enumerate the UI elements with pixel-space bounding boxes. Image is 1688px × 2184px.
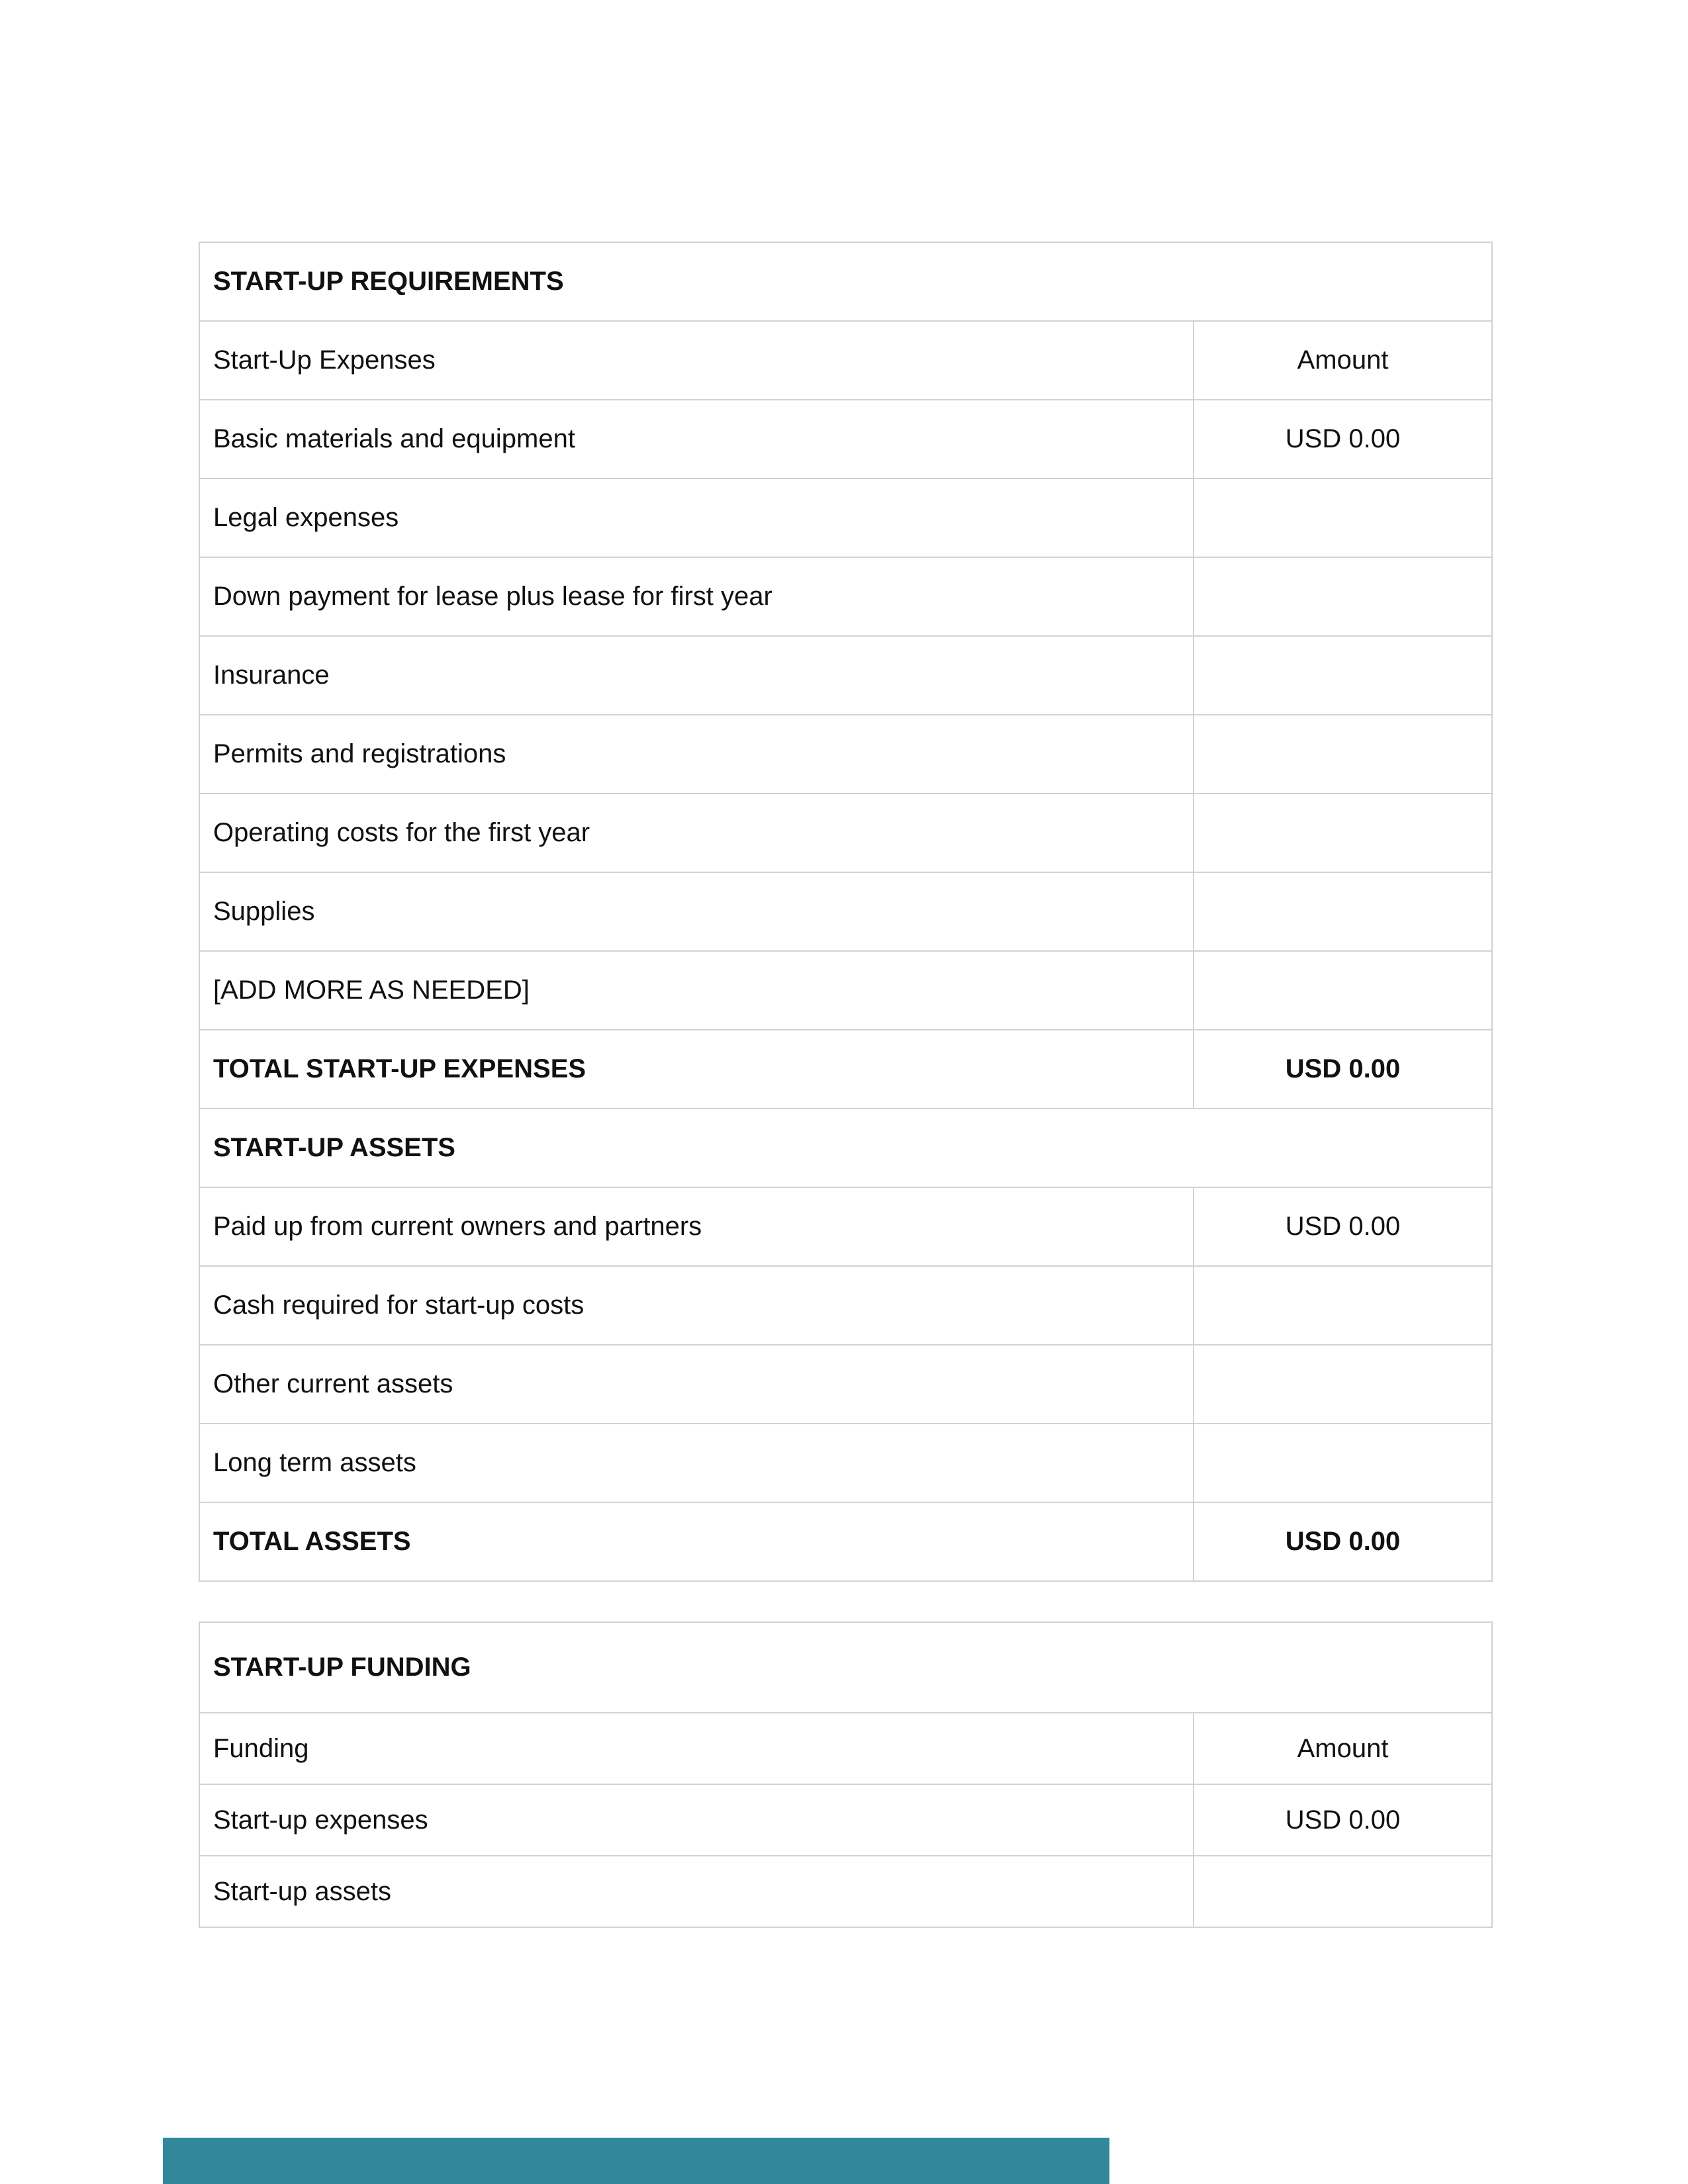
- expenses-header-amount: Amount: [1194, 321, 1492, 400]
- table-row: [199, 1345, 1492, 1424]
- total-assets-label: TOTAL ASSETS: [199, 1502, 1194, 1581]
- table-row: [199, 1784, 1492, 1856]
- asset-amount: [1194, 1266, 1492, 1345]
- expenses-header-label: Start-Up Expenses: [199, 321, 1194, 400]
- table-row: [199, 794, 1492, 872]
- assets-title-row: [199, 1109, 1492, 1187]
- expense-label: Supplies: [199, 872, 1194, 951]
- table-row: [199, 1266, 1492, 1345]
- expense-amount: [1194, 951, 1492, 1030]
- startup-funding-table: [199, 1621, 1493, 1928]
- requirements-title: START-UP REQUIREMENTS: [199, 242, 1492, 321]
- footer-accent-bar: [163, 2138, 1109, 2184]
- table-row: [199, 1424, 1492, 1502]
- total-assets-row: [199, 1502, 1492, 1581]
- table-row: [199, 1856, 1492, 1927]
- expense-amount: [1194, 557, 1492, 636]
- funding-header-label: Funding: [199, 1713, 1194, 1784]
- asset-amount: [1194, 1345, 1492, 1424]
- total-expenses-amount: USD 0.00: [1194, 1030, 1492, 1109]
- table-title-row: [199, 1622, 1492, 1713]
- expense-label: Down payment for lease plus lease for first year: [199, 557, 1194, 636]
- asset-amount: USD 0.00: [1194, 1187, 1492, 1266]
- funding-amount: USD 0.00: [1194, 1784, 1492, 1856]
- table-title-row: [199, 242, 1492, 321]
- table-row: [199, 400, 1492, 478]
- expense-label: [ADD MORE AS NEEDED]: [199, 951, 1194, 1030]
- funding-label: Start-up expenses: [199, 1784, 1194, 1856]
- total-expenses-label: TOTAL START-UP EXPENSES: [199, 1030, 1194, 1109]
- table-row: [199, 715, 1492, 794]
- expense-label: Insurance: [199, 636, 1194, 715]
- expense-label: Permits and registrations: [199, 715, 1194, 794]
- table-row: [199, 478, 1492, 557]
- table-row: [199, 872, 1492, 951]
- asset-amount: [1194, 1424, 1492, 1502]
- expense-amount: [1194, 794, 1492, 872]
- expense-amount: [1194, 478, 1492, 557]
- table-row: [199, 951, 1492, 1030]
- expense-label: Basic materials and equipment: [199, 400, 1194, 478]
- expense-label: Legal expenses: [199, 478, 1194, 557]
- funding-amount: [1194, 1856, 1492, 1927]
- table-row: [199, 636, 1492, 715]
- funding-header-amount: Amount: [1194, 1713, 1492, 1784]
- assets-title: START-UP ASSETS: [199, 1109, 1492, 1187]
- expense-label: Operating costs for the first year: [199, 794, 1194, 872]
- total-expenses-row: [199, 1030, 1492, 1109]
- total-assets-amount: USD 0.00: [1194, 1502, 1492, 1581]
- expense-amount: [1194, 715, 1492, 794]
- asset-label: Long term assets: [199, 1424, 1194, 1502]
- table-header-row: [199, 1713, 1492, 1784]
- funding-title: START-UP FUNDING: [199, 1622, 1492, 1713]
- startup-requirements-table: [199, 242, 1493, 1582]
- table-row: [199, 557, 1492, 636]
- table-header-row: [199, 321, 1492, 400]
- table-row: [199, 1187, 1492, 1266]
- expense-amount: [1194, 872, 1492, 951]
- expense-amount: [1194, 636, 1492, 715]
- asset-label: Cash required for start-up costs: [199, 1266, 1194, 1345]
- funding-label: Start-up assets: [199, 1856, 1194, 1927]
- expense-amount: USD 0.00: [1194, 400, 1492, 478]
- asset-label: Paid up from current owners and partners: [199, 1187, 1194, 1266]
- asset-label: Other current assets: [199, 1345, 1194, 1424]
